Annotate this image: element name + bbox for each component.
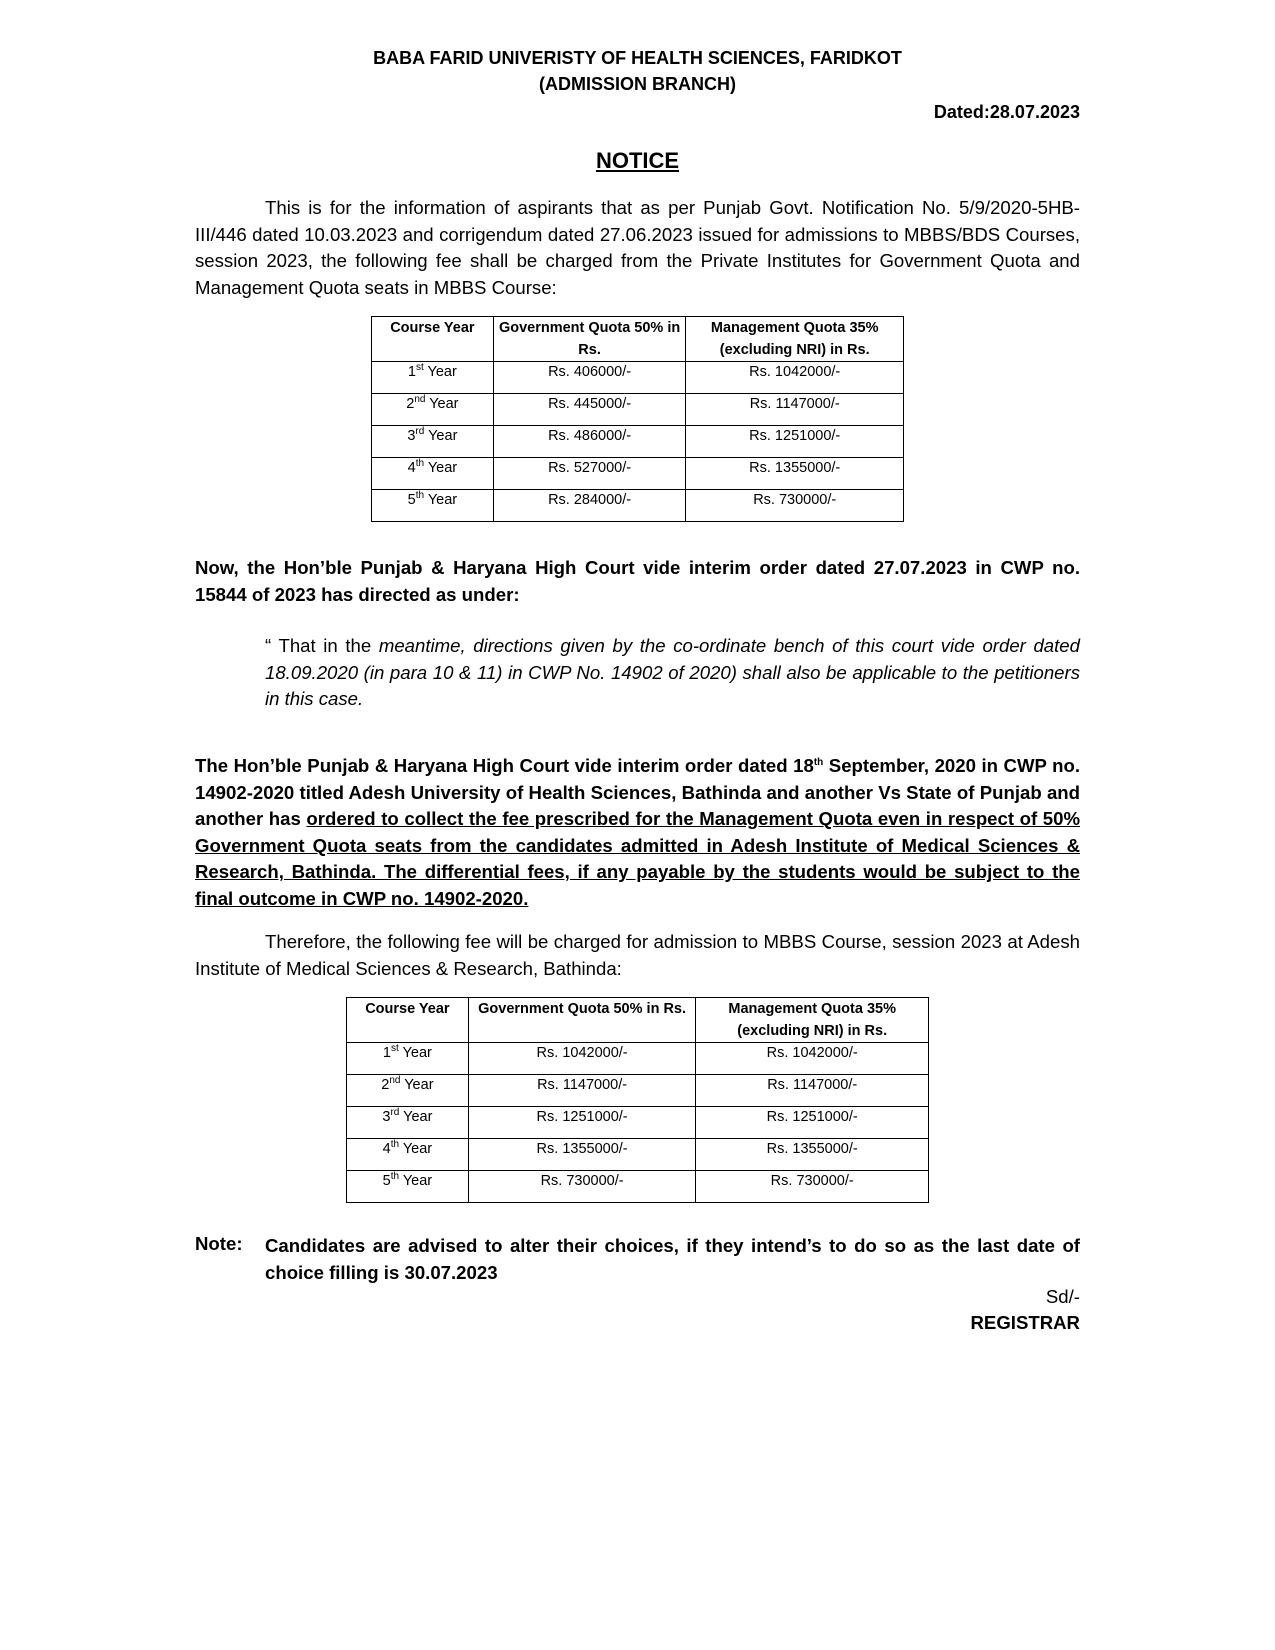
mgmt-quota-fee: Rs. 1251000/- (686, 426, 904, 458)
notice-date: Dated:28.07.2023 (933, 102, 1080, 122)
table-header-row (347, 998, 929, 1043)
note-text: Candidates are advised to alter their choices, if they intend’s to do so as the last date of choice filling is 30.07.2023 (265, 1235, 1080, 1283)
gov-quota-fee: Rs. 1251000/- (468, 1107, 696, 1139)
mgmt-quota-fee: Rs. 1147000/- (696, 1075, 929, 1107)
mgmt-quota-fee: Rs. 1042000/- (686, 362, 904, 394)
mgmt-quota-fee: Rs. 1147000/- (686, 394, 904, 426)
table-row (347, 1171, 929, 1203)
course-year-cell: 1st Year (372, 362, 494, 394)
table-header-row (372, 317, 904, 362)
signature-mark: Sd/- (1045, 1286, 1080, 1307)
mgmt-quota-fee: Rs. 1251000/- (696, 1107, 929, 1139)
court-order-paragraph: Now, the Hon’ble Punjab & Haryana High Court vide interim order dated 27.07.2023 in CWP no. 15844 of 2023 has directed as under: (195, 557, 1080, 605)
table-row (372, 362, 904, 394)
admission-branch: (ADMISSION BRANCH) (539, 74, 736, 94)
course-year-cell: 2nd Year (372, 394, 494, 426)
course-year-cell: 1st Year (347, 1043, 469, 1075)
mgmt-quota-fee: Rs. 1042000/- (696, 1043, 929, 1075)
university-name: BABA FARID UNIVERISTY OF HEALTH SCIENCES, FARIDKOT (373, 48, 902, 68)
mgmt-quota-fee: Rs. 730000/- (696, 1171, 929, 1203)
signatory-designation: REGISTRAR (970, 1312, 1080, 1333)
column-header: Course Year (372, 317, 494, 362)
table-row (372, 458, 904, 490)
table-row (372, 394, 904, 426)
gov-quota-fee: Rs. 284000/- (493, 490, 686, 522)
course-year-cell: 5th Year (347, 1171, 469, 1203)
gov-quota-fee: Rs. 1355000/- (468, 1139, 696, 1171)
gov-quota-fee: Rs. 527000/- (493, 458, 686, 490)
fee-table-private-institutes (371, 316, 904, 522)
gov-quota-fee: Rs. 1147000/- (468, 1075, 696, 1107)
gov-quota-fee: Rs. 1042000/- (468, 1043, 696, 1075)
table-row (372, 426, 904, 458)
column-header: Management Quota 35% (excluding NRI) in Rs. (696, 998, 929, 1043)
mgmt-quota-fee: Rs. 1355000/- (696, 1139, 929, 1171)
column-header: Management Quota 35% (excluding NRI) in Rs. (686, 317, 904, 362)
mgmt-quota-fee: Rs. 730000/- (686, 490, 904, 522)
court-quote: “ That in the meantime, directions given by the co-ordinate bench of this court vide order dated 18.09.2020 (in para 10 & 11) in CWP No. 14902 of 2020) shall also be applicable to the petitioners in this case. (265, 635, 1080, 709)
gov-quota-fee: Rs. 486000/- (493, 426, 686, 458)
column-header: Government Quota 50% in Rs. (468, 998, 696, 1043)
therefore-paragraph: Therefore, the following fee will be charged for admission to MBBS Course, session 2023 at Adesh Institute of Medical Sciences & Research, Bathinda: (195, 931, 1080, 979)
course-year-cell: 5th Year (372, 490, 494, 522)
course-year-cell: 3rd Year (347, 1107, 469, 1139)
mgmt-quota-fee: Rs. 1355000/- (686, 458, 904, 490)
column-header: Government Quota 50% in Rs. (493, 317, 686, 362)
gov-quota-fee: Rs. 730000/- (468, 1171, 696, 1203)
table-row (347, 1139, 929, 1171)
gov-quota-fee: Rs. 406000/- (493, 362, 686, 394)
table-row (372, 490, 904, 522)
interim-order-paragraph: The Hon’ble Punjab & Haryana High Court vide interim order dated 18th September, 2020 in CWP no. 14902-2020 titled Adesh University of Health Sciences, Bathinda and another Vs State of Punjab and another has ordered to collect the fee prescribed for the Management Quota even in respect of 50% Government Quota seats from the candidates admitted in Adesh Institute of Medical Sciences & Research, Bathinda. The differential fees, if any payable by the students would be subject to the final outcome in CWP no. 14902-2020. (195, 755, 1080, 909)
gov-quota-fee: Rs. 445000/- (493, 394, 686, 426)
course-year-cell: 2nd Year (347, 1075, 469, 1107)
course-year-cell: 4th Year (347, 1139, 469, 1171)
table-row (347, 1043, 929, 1075)
note-label: Note: (195, 1233, 243, 1254)
order-underlined-text: ordered to collect the fee prescribed for the Management Quota even in respect of 50% Government Quota seats from the candidates admitted in Adesh Institute of Medical Sciences & Research, Bathinda. The differential fees, if any payable by the students would be subject to the final outcome in CWP no. 14902-2020. (195, 808, 1080, 909)
table-row (347, 1075, 929, 1107)
intro-paragraph: This is for the information of aspirants that as per Punjab Govt. Notification No. 5/9/2020-5HB-III/446 dated 10.03.2023 and corrigendum dated 27.06.2023 issued for admissions to MBBS/BDS Courses, session 2023, the following fee shall be charged from the Private Institutes for Government Quota and Management Quota seats in MBBS Course: (195, 197, 1080, 298)
fee-table-adesh-institute (346, 997, 929, 1203)
column-header: Course Year (347, 998, 469, 1043)
course-year-cell: 4th Year (372, 458, 494, 490)
course-year-cell: 3rd Year (372, 426, 494, 458)
notice-title: NOTICE (595, 148, 680, 173)
table-row (347, 1107, 929, 1139)
